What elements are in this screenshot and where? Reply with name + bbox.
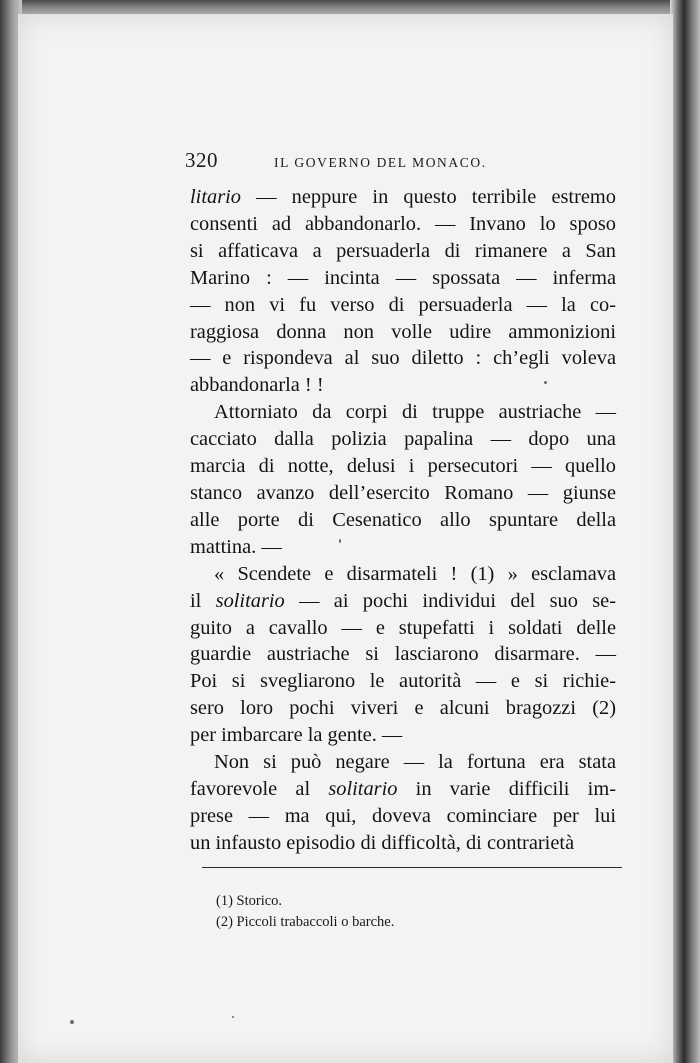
text-line	[190, 184, 616, 211]
scan-speck	[70, 1020, 74, 1024]
text-line	[190, 695, 616, 722]
text-line	[190, 803, 616, 830]
text-run: marcia di notte, delusi i persecutori — quello	[190, 455, 616, 478]
italic-word: litario	[190, 186, 241, 208]
running-title: IL GOVERNO DEL MONACO.	[274, 155, 487, 170]
text-run: favorevole al	[190, 777, 329, 800]
text-run: si affaticava a persuaderla di rimanere a San	[190, 239, 616, 262]
body-text	[190, 184, 616, 857]
text-line	[190, 265, 616, 292]
text-line	[190, 830, 616, 857]
text-line	[190, 319, 616, 346]
text-run: abbandonarla ! !	[190, 374, 324, 397]
footnote-rule	[202, 867, 622, 868]
text-run: in varie difficili im-	[397, 777, 617, 800]
italic-word: solitario	[328, 777, 398, 800]
text-run: sero loro pochi viveri e alcuni bragozzi (2)	[190, 697, 616, 720]
text-run: prese — ma qui, doveva cominciare per lui	[190, 804, 616, 827]
text-line	[190, 641, 616, 668]
scan-speck	[339, 539, 341, 543]
italic-word: solitario	[215, 589, 285, 612]
text-line	[190, 211, 616, 238]
scan-right-edge	[670, 0, 700, 1063]
text-run: cacciato dalla polizia papalina — dopo una	[190, 428, 616, 451]
text-line	[190, 776, 616, 803]
text-run: consenti ad abbandonarlo. — Invano lo sposo	[190, 212, 616, 235]
text-line	[190, 561, 616, 588]
text-run: — e rispondeva al suo diletto : ch’egli voleva	[190, 347, 616, 370]
text-run: « Scendete e disarmateli ! (1) » esclamava	[214, 562, 616, 585]
text-line	[190, 372, 616, 399]
text-run: stanco avanzo dell’esercito Romano — giunse	[190, 481, 616, 504]
running-head	[185, 148, 605, 173]
page-number: 320	[185, 148, 218, 172]
text-run: alle porte di Cesenatico allo spuntare della	[190, 508, 616, 531]
text-line	[190, 722, 616, 749]
footnotes	[216, 891, 394, 933]
text-line	[190, 292, 616, 319]
text-run: — ai pochi individui del suo se-	[284, 589, 616, 612]
text-line	[190, 399, 616, 426]
text-run: Attorniato da corpi di truppe austriache —	[214, 401, 616, 424]
scan-speck	[232, 1016, 234, 1018]
text-run: mattina. —	[190, 535, 282, 558]
text-run: — neppure in questo terribile estremo	[241, 186, 616, 208]
text-run: Non si può negare — la fortuna era stata	[214, 751, 616, 774]
text-run: Marino : — incinta — spossata — inferma	[190, 266, 616, 289]
text-line	[190, 426, 616, 453]
text-run: guito a cavallo — e stupefatti i soldati delle	[190, 616, 616, 639]
scan-speck	[544, 381, 547, 384]
text-run: — non vi fu verso di persuaderla — la co-	[190, 293, 616, 316]
text-line	[190, 480, 616, 507]
text-run: raggiosa donna non volle udire ammonizioni	[190, 320, 616, 343]
text-line	[190, 668, 616, 695]
footnote-2: (2) Piccoli trabaccoli o barche.	[216, 914, 395, 930]
text-line	[190, 534, 616, 561]
text-line	[190, 749, 616, 776]
text-run: per imbarcare la gente. —	[190, 724, 403, 747]
text-run: guardie austriache si lasciarono disarmare. —	[190, 643, 616, 666]
text-line	[190, 507, 616, 534]
text-line	[190, 615, 616, 642]
text-line	[190, 238, 616, 265]
text-run: il	[190, 589, 216, 612]
text-line	[190, 453, 616, 480]
text-run: un infausto episodio di difficoltà, di contrarietà	[190, 831, 575, 854]
text-run: Poi si svegliarono le autorità — e si richie-	[190, 670, 616, 693]
text-line	[190, 588, 616, 615]
footnote-1: (1) Storico.	[216, 893, 283, 909]
text-line	[190, 345, 616, 372]
